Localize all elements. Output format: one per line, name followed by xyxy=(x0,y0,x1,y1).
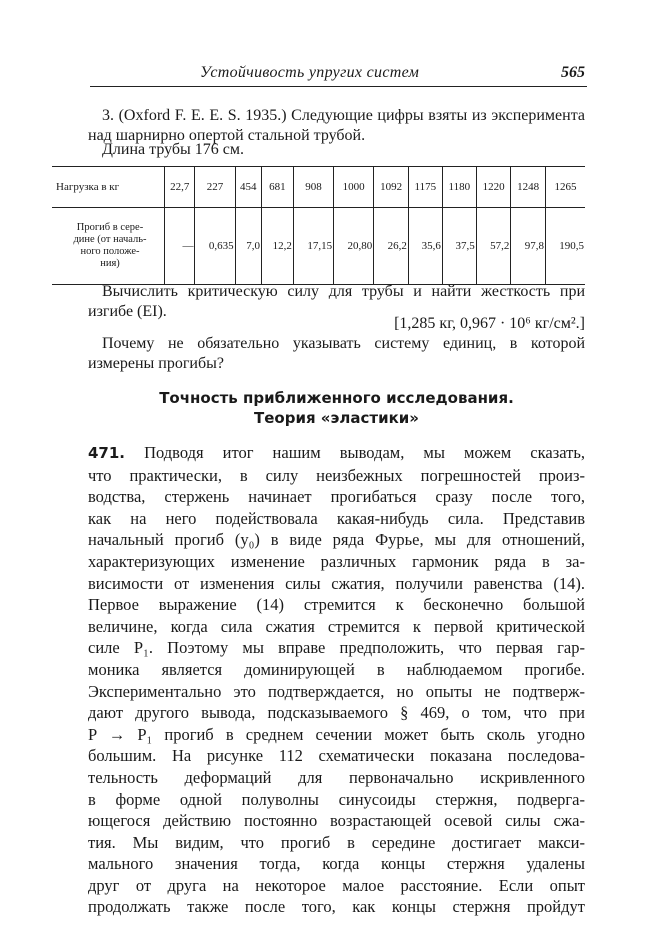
body-line: дают другого вывода, подсказываемого § 469, о том, что при xyxy=(88,703,585,723)
data-table xyxy=(52,166,585,285)
body-line: Экспериментально это подтверждается, но опыты не подтверж- xyxy=(88,681,585,701)
body-line: тия. Мы видим, что прогиб в середине достигает макси- xyxy=(88,832,585,852)
table-cell: 454 xyxy=(235,167,261,208)
exercise-task: Вычислить критическую силу для трубы и найти жесткость при изгибе (EI). xyxy=(88,283,585,320)
body-line: величине, когда сила сжатия стремится к первой критической xyxy=(88,616,585,636)
deflection-row xyxy=(52,208,585,285)
exercise-statement: 3. (Oxford F. E. E. S. 1935.) Следующие цифры взяты из эксперимента над шарнирно опертой стальной трубой. xyxy=(88,107,585,144)
body-line: что практически, в силу неизбежных погрешностей произ- xyxy=(88,465,585,485)
paragraph-number: 471. xyxy=(88,444,126,462)
body-line: в форме одной полуволны синусоиды стержня, подверга- xyxy=(88,789,585,809)
table-cell: 97,8 xyxy=(511,208,546,285)
table-cell: 1248 xyxy=(511,167,546,208)
deflection-label-line: ния) xyxy=(100,258,120,269)
body-line: силе P₁. Поэтому мы вправе предположить, что первая гар- xyxy=(88,638,585,658)
body-line: ющегося действию постоянно возрастающей осевой силы сжа- xyxy=(88,811,585,831)
body-line: мального значения тогда, когда концы стержня удалены xyxy=(88,854,585,874)
deflection-label-line: Прогиб в сере- xyxy=(76,222,144,233)
page-number: 565 xyxy=(561,64,585,81)
running-header xyxy=(90,64,587,87)
load-row xyxy=(52,167,585,208)
deflection-label xyxy=(52,208,165,285)
body-line-text: Подводя итог нашим выводам, мы можем сказать, xyxy=(144,443,585,462)
table-cell: 1000 xyxy=(334,167,374,208)
table-cell: 1265 xyxy=(545,167,585,208)
exercise-question: Почему не обязательно указывать систему единиц, в которой измерены прогибы? xyxy=(88,335,585,372)
body-line: большим. На рисунке 112 схематически показана последова- xyxy=(88,746,585,766)
deflection-label-line: дине (от началь- xyxy=(73,234,147,245)
table-cell: 908 xyxy=(293,167,333,208)
table-cell: 227 xyxy=(195,167,235,208)
table-cell: 1180 xyxy=(442,167,476,208)
body-line: P → P₁ прогиб в среднем сечении может быть сколь угодно xyxy=(88,724,585,744)
table-cell: 190,5 xyxy=(545,208,585,285)
table-cell: 0,635 xyxy=(195,208,235,285)
body-line: висимости от изменения силы сжатия, получили равенства (14). xyxy=(88,573,585,593)
table-cell: 26,2 xyxy=(374,208,409,285)
deflection-label-line: ного положе- xyxy=(80,246,140,257)
body-line: Первое выражение (14) стремится к бесконечно большой xyxy=(88,595,585,615)
body-line: водства, стержень начинает прогибаться сразу после того, xyxy=(88,487,585,507)
body-line: друг от друга на некоторое малое расстояние. Если опыт xyxy=(88,875,585,895)
body-paragraph xyxy=(88,442,585,918)
section-heading-line2: Теория «эластики» xyxy=(254,409,419,427)
section-heading xyxy=(88,388,585,428)
table-cell: 17,15 xyxy=(293,208,333,285)
table-cell: 1220 xyxy=(476,167,511,208)
body-line: моника является доминирующей в наблюдаемом прогибе. xyxy=(88,659,585,679)
body-line: как на него подействовала какая-нибудь сила. Представив xyxy=(88,508,585,528)
section-heading-line1: Точность приближенного исследования. xyxy=(159,389,514,407)
table-cell: 681 xyxy=(261,167,293,208)
table-cell: — xyxy=(165,208,195,285)
table-cell: 22,7 xyxy=(165,167,195,208)
body-line: продолжать также после того, как концы стержня пройдут xyxy=(88,897,585,917)
exercise-answer: [1,285 кг, 0,967 · 10⁶ кг/см².] xyxy=(394,315,585,332)
table-cell: 57,2 xyxy=(476,208,511,285)
table-cell: 1175 xyxy=(408,167,442,208)
body-line: тельность деформаций для первоначально искривленного xyxy=(88,767,585,787)
body-line: характеризующих изменение различных гармоник ряда в за- xyxy=(88,551,585,571)
running-title: Устойчивость упругих систем xyxy=(200,64,420,81)
body-line: начальный прогиб (y₀) в виде ряда Фурье, мы для отношений, xyxy=(88,530,585,550)
table-cell: 35,6 xyxy=(408,208,442,285)
body-line xyxy=(88,442,585,465)
table-cell: 20,80 xyxy=(334,208,374,285)
table-cell: 7,0 xyxy=(235,208,261,285)
table-cell: 37,5 xyxy=(442,208,476,285)
table-cell: 12,2 xyxy=(261,208,293,285)
table-cell: 1092 xyxy=(374,167,409,208)
load-label: Нагрузка в кг xyxy=(52,167,165,208)
tube-length: Длина трубы 176 см. xyxy=(102,141,245,158)
